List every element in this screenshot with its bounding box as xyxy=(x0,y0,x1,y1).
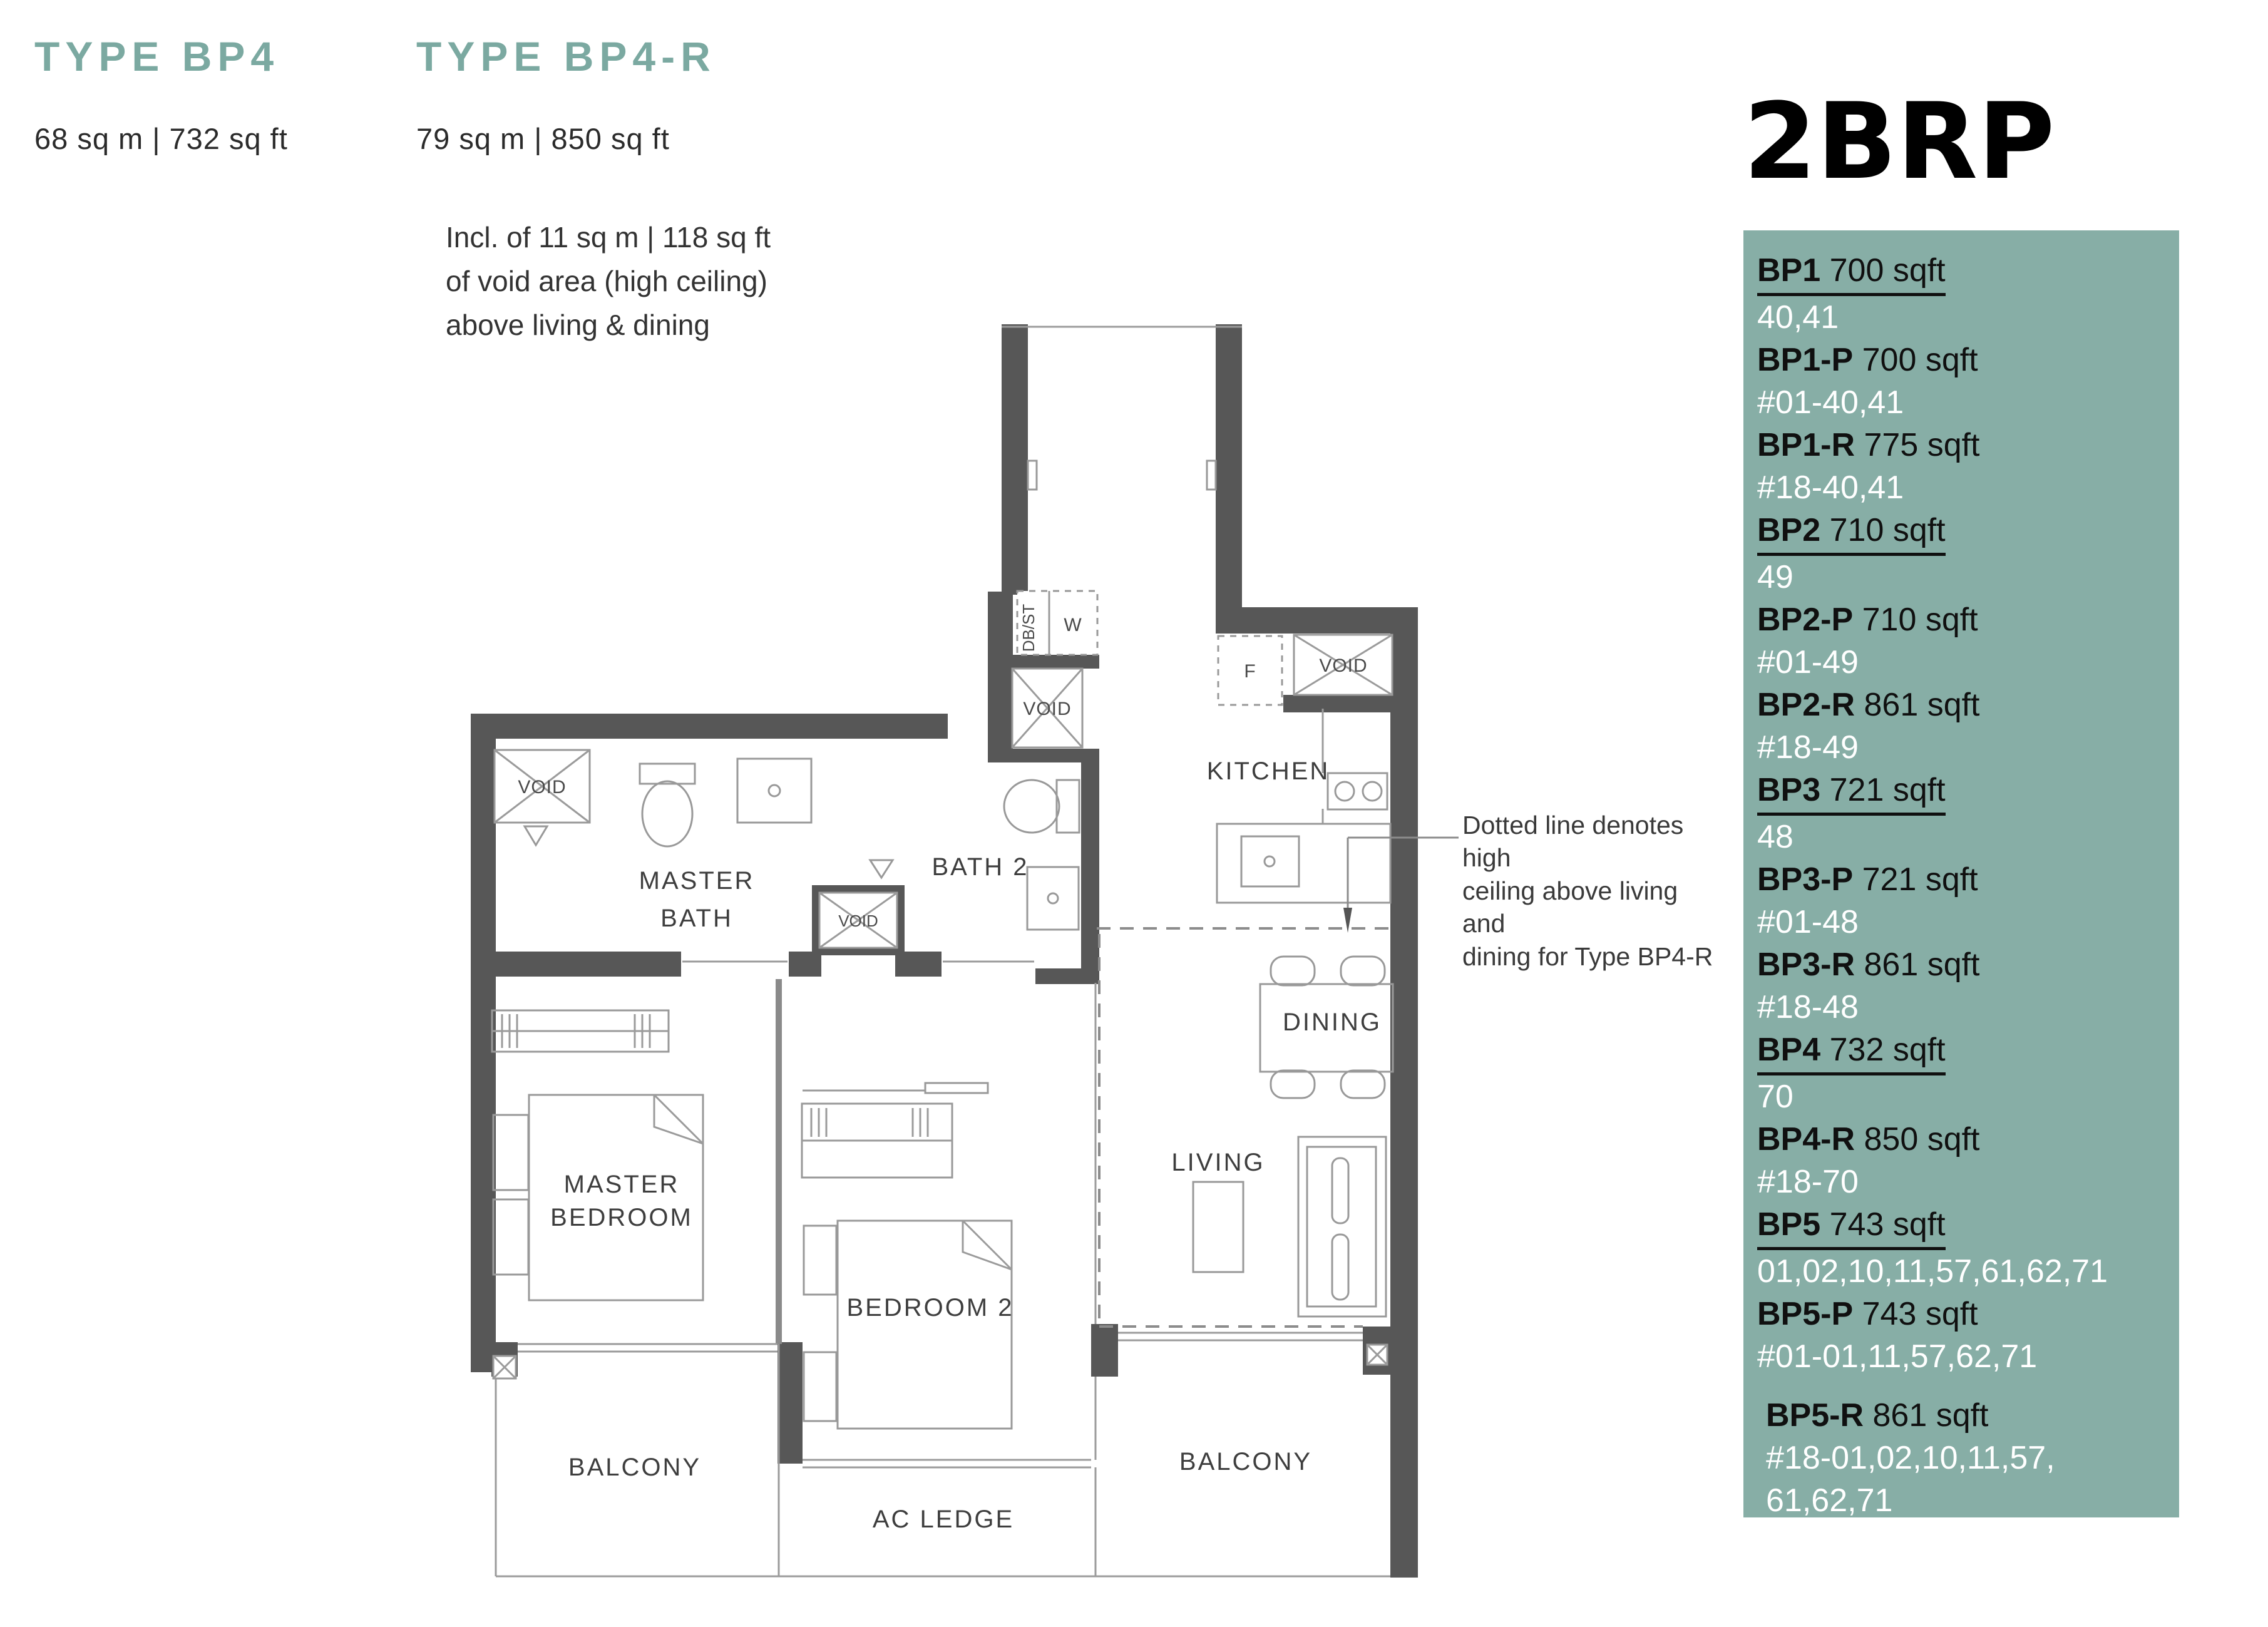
washer-label: W xyxy=(1064,615,1082,635)
unit-entry xyxy=(1757,684,2168,769)
unit-location: #01-40,41 xyxy=(1757,384,1904,421)
unit-label: BP5-R 861 sqft xyxy=(1766,1397,1989,1434)
unit-label: BP5-P 743 sqft xyxy=(1757,1296,1978,1332)
living-label: LIVING xyxy=(1171,1149,1265,1176)
unit-label: BP3-P 721 sqft xyxy=(1757,861,1978,898)
unit-label: BP2-P 710 sqft xyxy=(1757,602,1978,638)
unit-location: 40,41 xyxy=(1757,299,1839,336)
void-box-master-bath xyxy=(495,750,590,823)
void-note-line: Incl. of 11 sq m | 118 sq ft xyxy=(446,221,771,254)
unit-entry xyxy=(1757,249,2168,339)
dining-label: DINING xyxy=(1283,1009,1382,1036)
unit-location: 70 xyxy=(1757,1079,1793,1115)
svg-text:VOID: VOID xyxy=(518,777,567,798)
unit-location: #18-70 xyxy=(1757,1164,1859,1200)
sidebar-title: 2BRP xyxy=(1743,80,2055,203)
ac-ledge-label: AC LEDGE xyxy=(872,1506,1015,1533)
unit-label: BP2 710 sqft xyxy=(1757,509,1946,556)
type-bp4-title: TYPE BP4 xyxy=(34,33,280,80)
bedroom2-furniture xyxy=(802,1104,1012,1429)
unit-entry xyxy=(1757,339,2168,424)
annotation-line: dining for Type BP4-R xyxy=(1462,942,1713,971)
unit-entry xyxy=(1757,509,2168,598)
room-labels xyxy=(550,757,1382,1533)
unit-list-panel xyxy=(1743,230,2179,1517)
void-note-line: of void area (high ceiling) xyxy=(446,264,767,297)
svg-text:VOID: VOID xyxy=(838,911,878,930)
master-bath-label: BATH xyxy=(660,905,733,932)
void-box-central xyxy=(819,893,897,948)
unit-location: 48 xyxy=(1757,819,1793,855)
unit-entry xyxy=(1757,1118,2168,1203)
svg-text:F: F xyxy=(1244,661,1256,682)
fridge xyxy=(1218,636,1282,705)
master-bath-label: MASTER xyxy=(639,867,755,895)
unit-entry xyxy=(1757,424,2168,509)
type-bp4r-area: 79 sq m | 850 sq ft xyxy=(416,122,670,155)
unit-location: 01,02,10,11,57,61,62,71 xyxy=(1757,1253,2108,1290)
unit-location: #18-40,41 xyxy=(1757,470,1904,506)
unit-location: #01-01,11,57,62,71 xyxy=(1757,1338,2038,1375)
unit-location: #01-48 xyxy=(1757,904,1859,940)
unit-label: BP5 743 sqft xyxy=(1757,1203,1946,1250)
annotation-line: ceiling above living and xyxy=(1462,876,1678,938)
db-st-label: DB/ST xyxy=(1019,603,1038,652)
void-box-kitchen xyxy=(1294,635,1392,695)
unit-location: #18-01,02,10,11,57, 61,62,71 xyxy=(1766,1440,2055,1519)
bath2-label: BATH 2 xyxy=(931,853,1029,881)
unit-location: #18-49 xyxy=(1757,729,1859,766)
unit-label: BP3-R 861 sqft xyxy=(1757,947,1980,983)
master-bedroom-label: BEDROOM xyxy=(550,1204,693,1231)
svg-text:VOID: VOID xyxy=(1023,699,1072,719)
unit-location: #01-49 xyxy=(1757,644,1859,680)
unit-location: #18-48 xyxy=(1757,989,1859,1025)
balcony-left-label: BALCONY xyxy=(568,1454,702,1481)
type-bp4r-title: TYPE BP4-R xyxy=(416,33,716,80)
unit-label: BP1 700 sqft xyxy=(1757,249,1946,296)
unit-entry xyxy=(1757,1029,2168,1118)
unit-label: BP2-R 861 sqft xyxy=(1757,687,1980,723)
unit-location: 49 xyxy=(1757,559,1793,595)
unit-label: BP1-P 700 sqft xyxy=(1757,342,1978,378)
unit-label: BP3 721 sqft xyxy=(1757,769,1946,816)
walls xyxy=(471,324,1418,1578)
master-bedroom-label: MASTER xyxy=(563,1171,680,1198)
unit-entry xyxy=(1757,598,2168,684)
svg-text:VOID: VOID xyxy=(1319,655,1368,676)
unit-entry xyxy=(1757,769,2168,858)
unit-entry xyxy=(1757,1293,2168,1378)
unit-label: BP4-R 850 sqft xyxy=(1757,1121,1980,1157)
unit-label: BP4 732 sqft xyxy=(1757,1029,1946,1075)
unit-entry xyxy=(1757,943,2168,1029)
master-bedroom-furniture xyxy=(492,1010,703,1300)
unit-entry xyxy=(1757,1203,2168,1293)
annotation-line: Dotted line denotes high xyxy=(1462,811,1684,873)
kitchen-label: KITCHEN xyxy=(1206,757,1330,785)
type-bp4-area: 68 sq m | 732 sq ft xyxy=(34,122,288,155)
unit-entry xyxy=(1757,1394,2168,1522)
bedroom2-label: BEDROOM 2 xyxy=(846,1294,1014,1322)
kitchen-fixtures xyxy=(1241,773,1387,886)
void-note-line: above living & dining xyxy=(446,308,710,341)
entry-closet xyxy=(1017,591,1097,655)
unit-entry xyxy=(1757,858,2168,943)
balcony-right-label: BALCONY xyxy=(1179,1448,1313,1476)
void-box-closet xyxy=(1012,669,1082,747)
unit-label: BP1-R 775 sqft xyxy=(1757,427,1980,463)
